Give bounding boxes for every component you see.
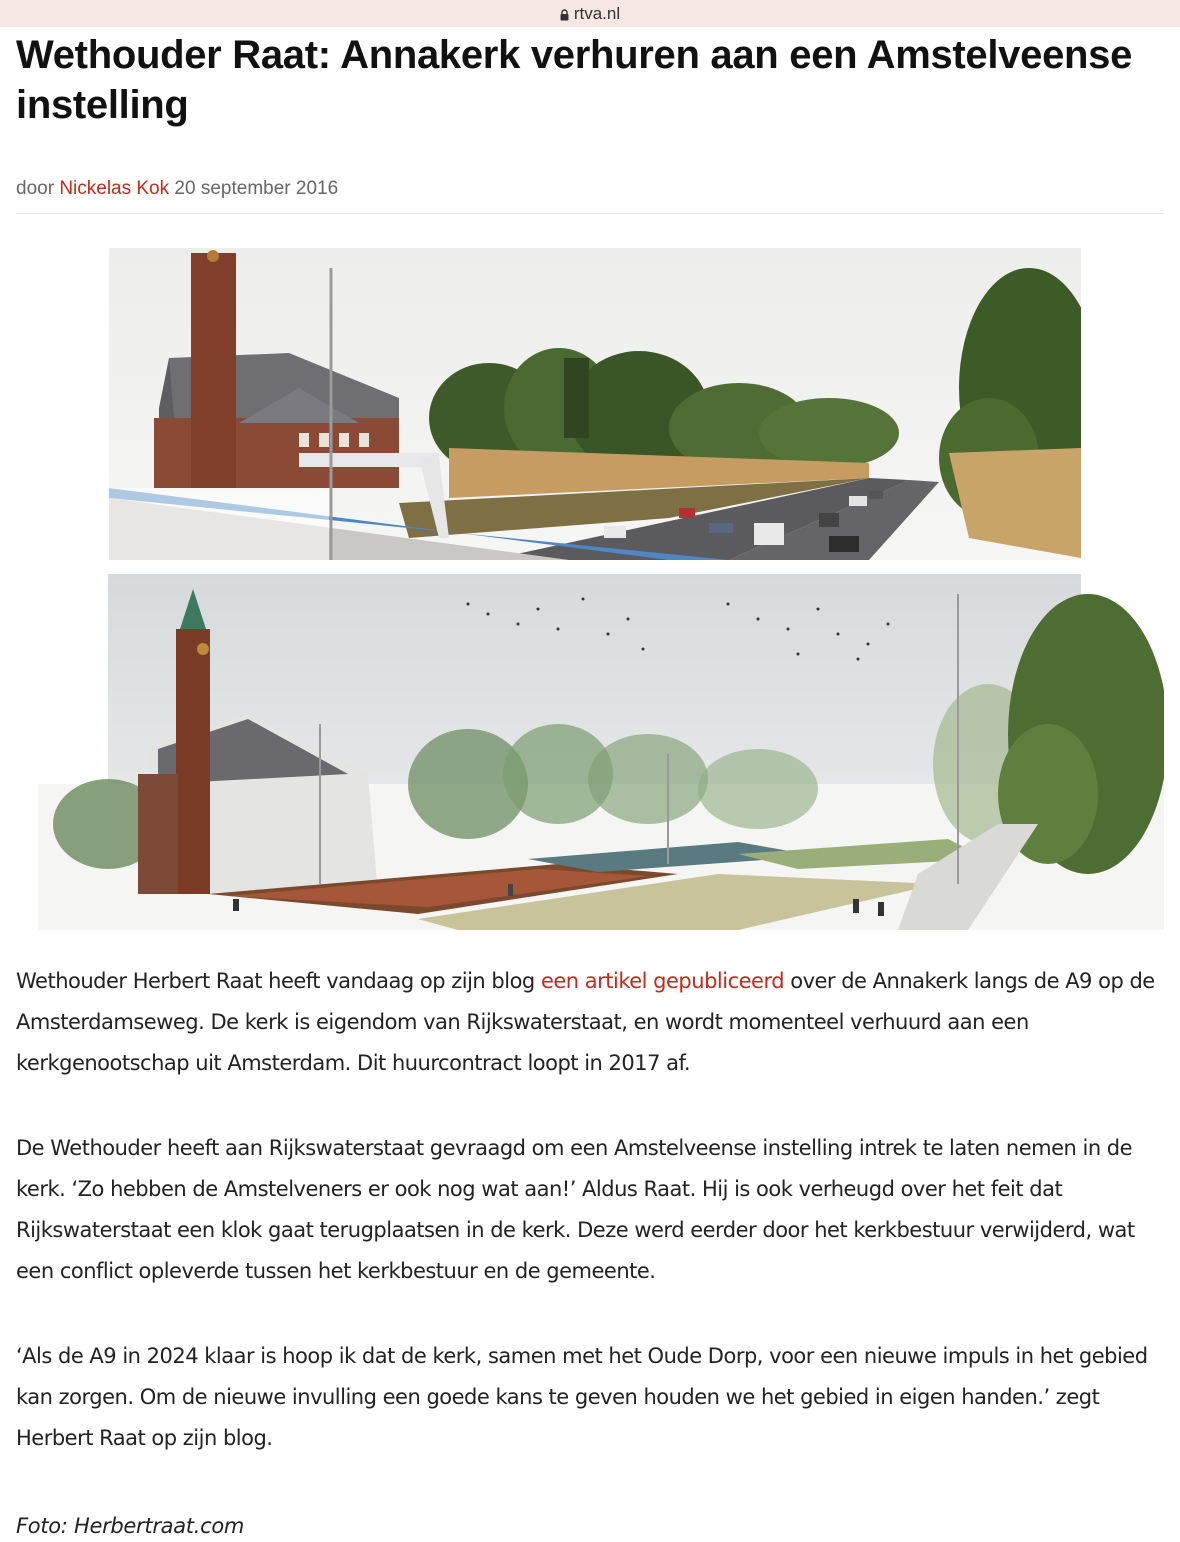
article-link[interactable]: een artikel gepubliceerd	[540, 969, 785, 993]
byline-prefix: door	[16, 178, 55, 199]
article-title: Wethouder Raat: Annakerk verhuren aan een Amstelveense instelling	[16, 33, 1133, 127]
paragraph-1	[16, 961, 1166, 1084]
paragraph-2: De Wethouder heeft aan Rijkswaterstaat gevraagd om een Amstelveense instelling intrek te laten nemen in de kerk. ‘Zo hebben de Amstelveners er ook nog wat aan!’ Aldus Raat. Hij is ook verheugd over het feit dat Rijkswaterstaat een klok gaat terugplaatsen in de kerk. Deze werd eerder door het kerkbestuur verwijderd, wat een conflict opleverde tussen het kerkbestuur en de gemeente.	[16, 1136, 1135, 1283]
paragraph-1-text-start: Wethouder Herbert Raat heeft vandaag op zijn blog	[16, 969, 541, 993]
url-text[interactable]: rtva.nl	[573, 3, 621, 23]
divider	[16, 213, 1164, 214]
browser-url-bar[interactable]	[0, 0, 1180, 27]
article-body	[16, 961, 1166, 1503]
photo-caption: Foto: Herbertraat.com	[16, 1514, 245, 1538]
byline	[16, 178, 338, 200]
park-impression-render	[38, 574, 1164, 930]
lock-icon	[560, 9, 569, 21]
church-highway-photo	[109, 248, 1081, 560]
paragraph-3: ‘Als de A9 in 2024 klaar is hoop ik dat de kerk, samen met het Oude Dorp, voor een nieuwe impuls in het gebied kan zorgen. Om de nieuwe invulling een goede kans te geven houden we het gebied in eigen handen.’ zegt Herbert Raat op zijn blog.	[16, 1344, 1148, 1450]
author-link[interactable]: Nickelas Kok	[59, 178, 170, 199]
paragraph-1-text-end: over de Annakerk langs de A9 op de Amsterdamseweg. De kerk is eigendom van Rijkswaterstaat, en wordt momenteel verhuurd aan een kerkgenootschap uit Amsterdam. Dit huurcontract loopt in 2017 af.	[16, 969, 1155, 1075]
publish-date: 20 september 2016	[174, 178, 339, 199]
